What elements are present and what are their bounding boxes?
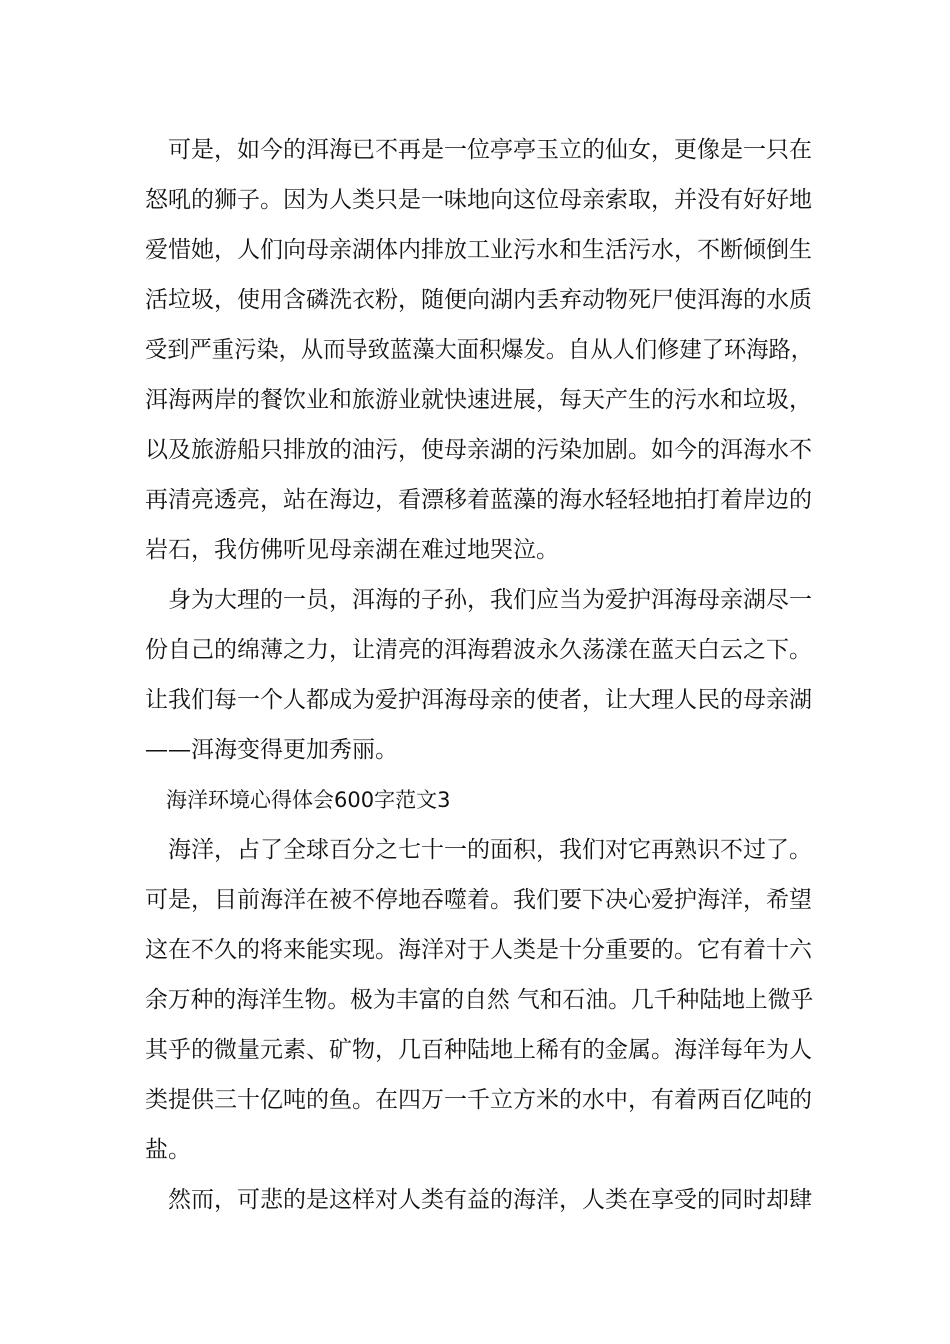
text-line: 洱海两岸的餐饮业和旅游业就快速进展，每天产生的污水和垃圾，: [145, 387, 812, 413]
text-line: 身为大理的一员，洱海的子孙，我们应当为爱护洱海母亲湖尽一: [145, 587, 812, 613]
text-line: 类提供三十亿吨的鱼。在四万一千立方米的水中，有着两百亿吨的: [145, 1087, 812, 1113]
text-line: 怒吼的狮子。因为人类只是一味地向这位母亲索取，并没有好好地: [145, 187, 812, 213]
text-line: 海洋，占了全球百分之七十一的面积，我们对它再熟识不过了。: [145, 837, 812, 863]
text-line: 可是，如今的洱海已不再是一位亭亭玉立的仙女，更像是一只在: [145, 137, 812, 163]
text-line: 可是，目前海洋在被不停地吞噬着。我们要下决心爱护海洋，希望: [145, 887, 812, 913]
text-line: 活垃圾，使用含磷洗衣粉，随便向湖内丢弃动物死尸使洱海的水质: [145, 287, 812, 313]
text-line: ——洱海变得更加秀丽。: [145, 737, 398, 763]
text-line: 以及旅游船只排放的油污，使母亲湖的污染加剧。如今的洱海水不: [145, 437, 812, 463]
text-line: 让我们每一个人都成为爱护洱海母亲的使者，让大理人民的母亲湖: [145, 687, 812, 713]
text-line: 然而，可悲的是这样对人类有益的海洋，人类在享受的同时却肆: [145, 1187, 812, 1213]
text-line: 这在不久的将来能实现。海洋对于人类是十分重要的。它有着十六: [145, 937, 812, 963]
text-line: 余万种的海洋生物。极为丰富的自然 气和石油。几千种陆地上微乎: [145, 987, 814, 1013]
text-line: 份自己的绵薄之力，让清亮的洱海碧波永久荡漾在蓝天白云之下。: [145, 637, 812, 663]
section-heading: 海洋环境心得体会600字范文3: [145, 788, 451, 812]
text-line: 受到严重污染，从而导致蓝藻大面积爆发。自从人们修建了环海路，: [145, 337, 813, 363]
text-line: 岩石，我仿佛听见母亲湖在难过地哭泣。: [145, 537, 559, 563]
text-line: 爱惜她，人们向母亲湖体内排放工业污水和生活污水，不断倾倒生: [145, 237, 812, 263]
text-line: 再清亮透亮，站在海边，看漂移着蓝藻的海水轻轻地拍打着岸边的: [145, 487, 812, 513]
text-line: 其乎的微量元素、矿物，几百种陆地上稀有的金属。海洋每年为人: [145, 1037, 812, 1063]
text-line: 盐。: [145, 1137, 191, 1163]
